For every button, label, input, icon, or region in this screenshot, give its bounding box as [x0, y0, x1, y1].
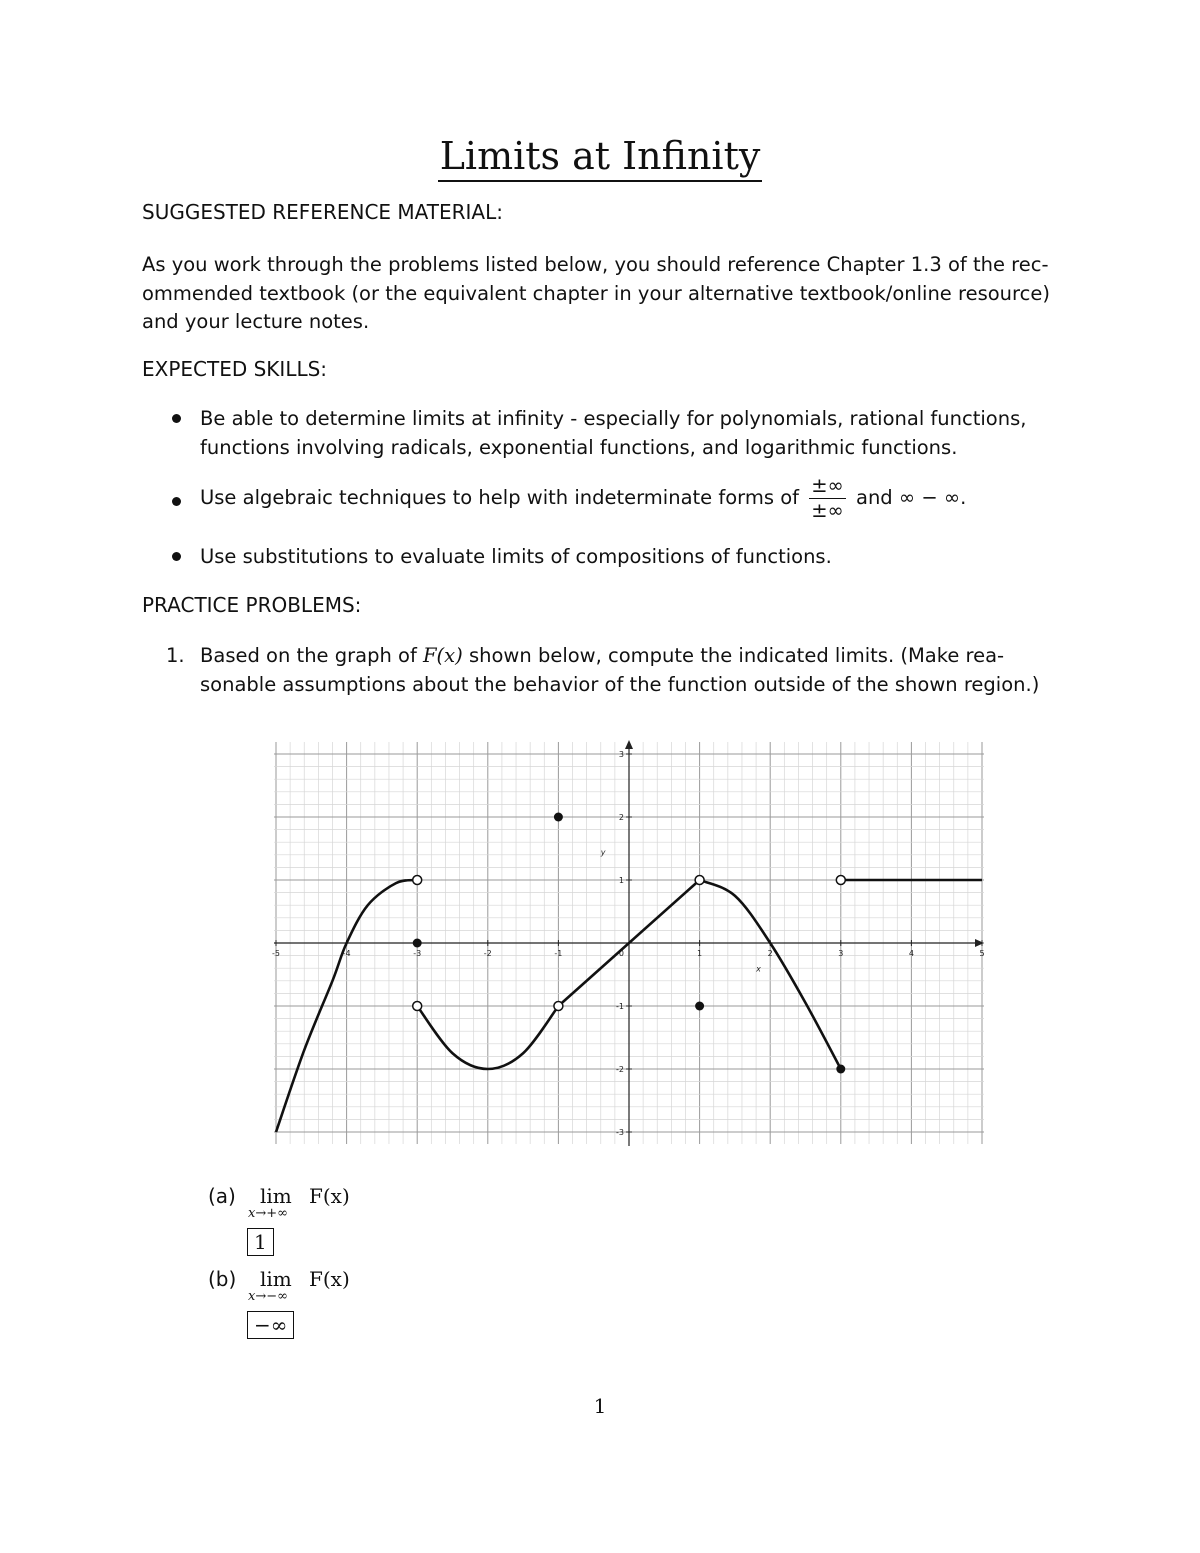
open-point	[836, 876, 845, 885]
skill-item-3	[200, 543, 1060, 572]
open-point	[554, 1002, 563, 1011]
x-tick-label: -2	[483, 949, 492, 958]
part-a-subscript: x→+∞	[248, 1206, 288, 1221]
skill-2-prefix: Use algebraic techniques to help with indeterminate forms of	[200, 486, 799, 509]
origin-label: 0	[618, 949, 624, 958]
fraction-numerator: ±∞	[811, 474, 844, 497]
indeterminate-fraction	[809, 474, 846, 523]
x-tick-label: 4	[908, 949, 914, 958]
y-tick-label: -1	[616, 1002, 624, 1011]
open-point	[695, 876, 704, 885]
skill-1-line-1: Be able to determine limits at infinity - especially for polynomials, rational functions,	[200, 407, 1027, 430]
problem-number: 1.	[166, 644, 185, 667]
reference-heading: SUGGESTED REFERENCE MATERIAL:	[142, 200, 503, 224]
bullet-icon	[172, 497, 181, 506]
x-tick-label: -4	[342, 949, 351, 958]
bullet-icon	[172, 414, 181, 423]
page-title	[0, 134, 1200, 178]
skill-item-1	[200, 405, 1060, 462]
problem-1-text-a: Based on the graph of	[200, 644, 417, 667]
x-axis-arrow-icon	[975, 939, 984, 947]
reference-line-2: ommended textbook (or the equivalent chapter in your alternative textbook/online resource)	[142, 281, 1050, 305]
function-name: F(x)	[423, 644, 463, 667]
reference-line-1: As you work through the problems listed below, you should reference Chapter 1.3 of the rec-	[142, 253, 1049, 276]
bullet-icon	[172, 552, 181, 561]
part-a-expression: F(x)	[309, 1184, 350, 1208]
part-b-answer: −∞	[247, 1311, 294, 1339]
x-tick-label: -5	[272, 949, 280, 958]
problem-1-line-2: sonable assumptions about the behavior of the function outside of the shown region.)	[200, 672, 1040, 696]
page-number: 1	[593, 1394, 607, 1418]
y-tick-label: 1	[618, 876, 624, 885]
y-tick-label: -3	[616, 1128, 624, 1137]
problem-1	[166, 642, 1060, 699]
x-tick-label: 5	[979, 949, 985, 958]
part-b-subscript: x→−∞	[248, 1289, 288, 1304]
part-b-label: (b)	[208, 1267, 237, 1291]
x-tick-label: 1	[697, 949, 703, 958]
y-tick-label: 3	[618, 750, 624, 759]
x-tick-label: -1	[554, 949, 563, 958]
practice-heading: PRACTICE PROBLEMS:	[142, 593, 362, 617]
closed-point	[413, 939, 422, 948]
function-graph	[268, 736, 990, 1148]
y-axis-label: y	[600, 847, 606, 857]
open-point	[413, 1002, 422, 1011]
reference-line-3: and your lecture notes.	[142, 310, 370, 333]
title-text: Limits at Infinity	[438, 134, 763, 182]
fraction-denominator: ±∞	[811, 499, 844, 522]
part-a-answer: 1	[247, 1228, 274, 1256]
part-b-expression: F(x)	[309, 1267, 350, 1291]
x-tick-label: -3	[413, 949, 422, 958]
problem-1-text-b: shown below, compute the indicated limits. (Make rea-	[468, 644, 1005, 667]
part-b-lim: lim	[260, 1267, 292, 1291]
x-tick-label: 2	[767, 949, 773, 958]
y-tick-label: -2	[616, 1065, 624, 1074]
x-axis-label: x	[756, 964, 761, 974]
part-a-label: (a)	[208, 1184, 236, 1208]
skills-heading: EXPECTED SKILLS:	[142, 357, 328, 381]
open-point	[413, 876, 422, 885]
x-tick-label: 3	[838, 949, 844, 958]
closed-point	[695, 1002, 704, 1011]
problem-1-line-1	[200, 642, 1060, 671]
skill-3-text: Use substitutions to evaluate limits of compositions of functions.	[200, 545, 832, 568]
part-a-lim: lim	[260, 1184, 292, 1208]
skill-item-2	[200, 474, 1060, 523]
reference-paragraph	[142, 251, 1058, 337]
y-axis-arrow-icon	[625, 740, 633, 749]
closed-point	[836, 1065, 845, 1074]
closed-point	[554, 813, 563, 822]
y-tick-label: 2	[618, 813, 624, 822]
skill-2-suffix: and ∞ − ∞.	[856, 486, 967, 509]
skill-1-line-2: functions involving radicals, exponential functions, and logarithmic functions.	[200, 435, 958, 459]
